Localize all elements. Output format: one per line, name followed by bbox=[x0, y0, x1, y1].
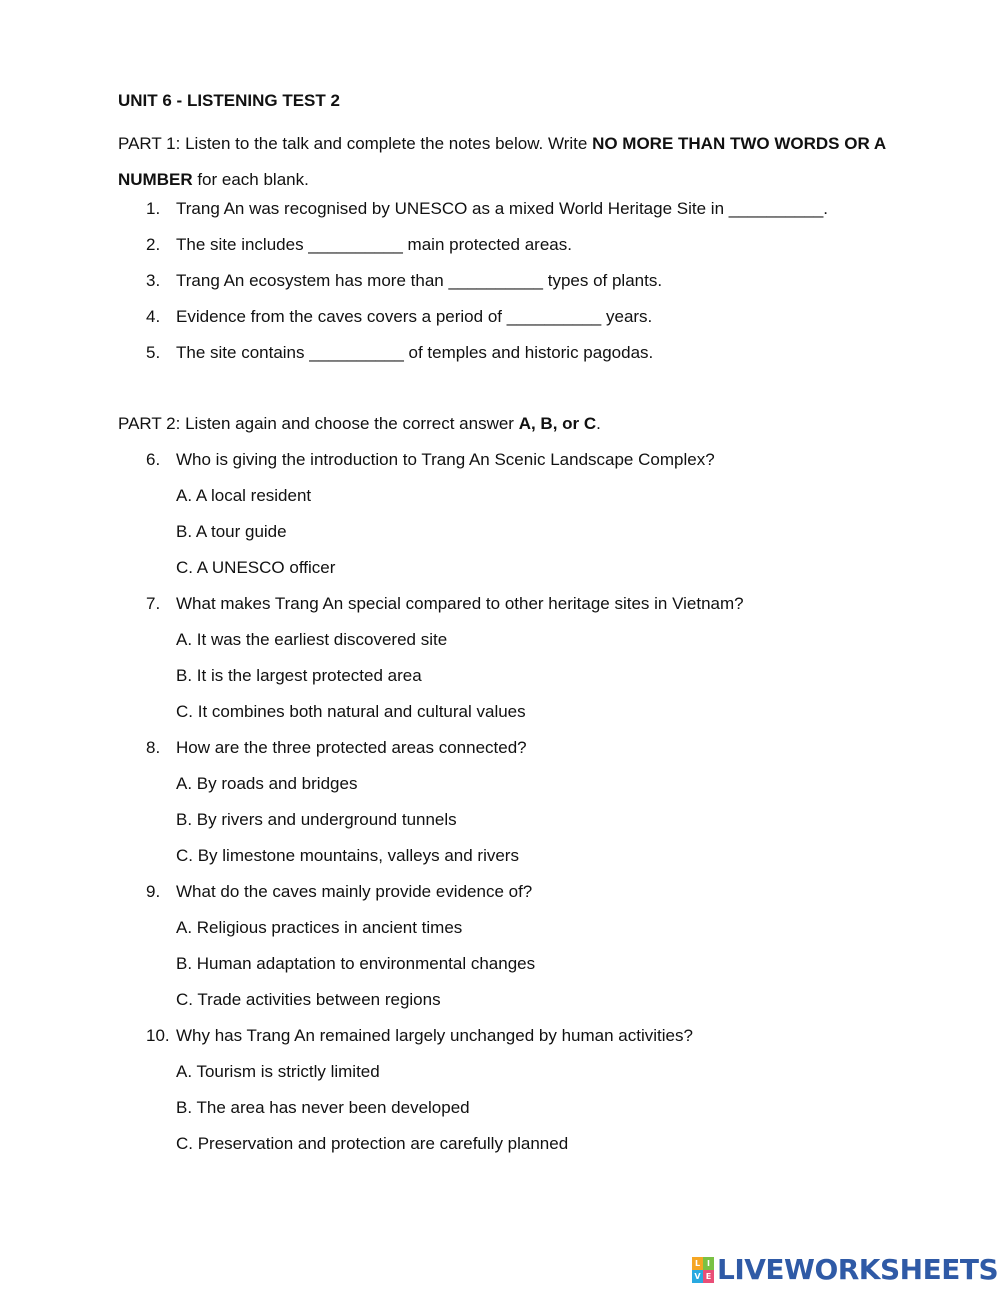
liveworksheets-logo-icon bbox=[692, 1257, 714, 1283]
part2-instructions bbox=[118, 413, 601, 435]
question-number: 2. bbox=[146, 235, 161, 254]
part2-question bbox=[146, 593, 966, 629]
question-number: 3. bbox=[146, 271, 161, 290]
answer-option-b: B. By rivers and underground tunnels bbox=[176, 810, 457, 829]
answer-option-a: A. By roads and bridges bbox=[176, 774, 358, 793]
question-number: 6. bbox=[146, 450, 161, 469]
question-number: 8. bbox=[146, 738, 161, 757]
question-text: The site includes __________ main protected areas. bbox=[176, 235, 572, 254]
part2-question bbox=[146, 1025, 966, 1061]
part2-question bbox=[146, 881, 966, 917]
question-number: 4. bbox=[146, 307, 161, 326]
question-text: How are the three protected areas connected? bbox=[176, 738, 527, 757]
part2-question-block bbox=[146, 881, 966, 1025]
liveworksheets-logo[interactable] bbox=[692, 1254, 998, 1286]
answer-option-c: C. Preservation and protection are carefully planned bbox=[176, 1134, 569, 1153]
answer-option-c: C. It combines both natural and cultural values bbox=[176, 702, 526, 721]
part2-question-block bbox=[146, 449, 966, 593]
answer-option-c: C. A UNESCO officer bbox=[176, 558, 336, 577]
question-text: The site contains __________ of temples and historic pagodas. bbox=[176, 343, 654, 362]
part1-question bbox=[146, 198, 946, 234]
part1-instruction-suffix: for each blank. bbox=[192, 170, 309, 189]
part2-question-list bbox=[146, 449, 966, 1169]
question-text: What do the caves mainly provide evidence of? bbox=[176, 882, 533, 901]
part2-instruction-bold: A, B, or C bbox=[518, 414, 597, 433]
part1-question bbox=[146, 342, 946, 378]
part1-question bbox=[146, 234, 946, 270]
answer-option-a: A. A local resident bbox=[176, 486, 312, 505]
part2-question bbox=[146, 449, 966, 485]
question-text: Evidence from the caves covers a period of __________ years. bbox=[176, 307, 653, 326]
part1-instructions bbox=[118, 126, 918, 198]
question-number: 9. bbox=[146, 882, 161, 901]
part1-question-list bbox=[146, 198, 946, 378]
part1-instruction-bold: NO MORE THAN TWO WORDS OR A NUMBER bbox=[118, 134, 886, 189]
part1-instruction-prefix: PART 1: Listen to the talk and complete the notes below. Write bbox=[118, 134, 593, 153]
answer-option-b: B. Human adaptation to environmental changes bbox=[176, 954, 536, 973]
logo-tile-icon: L bbox=[692, 1257, 703, 1270]
answer-option-b: B. The area has never been developed bbox=[176, 1098, 470, 1117]
part1-question bbox=[146, 306, 946, 342]
question-text: Trang An was recognised by UNESCO as a mixed World Heritage Site in __________. bbox=[176, 199, 829, 218]
question-number: 7. bbox=[146, 594, 161, 613]
part2-question bbox=[146, 737, 966, 773]
question-number: 1. bbox=[146, 199, 161, 218]
question-text: Trang An ecosystem has more than __________ types of plants. bbox=[176, 271, 663, 290]
answer-option-b: B. A tour guide bbox=[176, 522, 287, 541]
part2-question-block bbox=[146, 1025, 966, 1169]
logo-text: LIVEWORKSHEETS bbox=[717, 1253, 999, 1286]
question-number: 10. bbox=[146, 1026, 170, 1045]
page-title: UNIT 6 - LISTENING TEST 2 bbox=[118, 91, 340, 110]
part2-instruction-suffix: . bbox=[596, 414, 601, 433]
answer-option-a: A. Tourism is strictly limited bbox=[176, 1062, 380, 1081]
part2-instruction-prefix: PART 2: Listen again and choose the correct answer bbox=[118, 414, 519, 433]
logo-tile-icon: V bbox=[692, 1270, 703, 1283]
question-text: Why has Trang An remained largely unchanged by human activities? bbox=[176, 1026, 693, 1045]
part2-question-block bbox=[146, 593, 966, 737]
answer-option-a: A. It was the earliest discovered site bbox=[176, 630, 448, 649]
question-text: What makes Trang An special compared to other heritage sites in Vietnam? bbox=[176, 594, 744, 613]
part2-question-block bbox=[146, 737, 966, 881]
question-text: Who is giving the introduction to Trang An Scenic Landscape Complex? bbox=[176, 450, 715, 469]
question-number: 5. bbox=[146, 343, 161, 362]
logo-tile-icon: E bbox=[703, 1270, 714, 1283]
answer-option-c: C. Trade activities between regions bbox=[176, 990, 441, 1009]
answer-option-c: C. By limestone mountains, valleys and rivers bbox=[176, 846, 519, 865]
logo-tile-icon: I bbox=[703, 1257, 714, 1270]
answer-option-a: A. Religious practices in ancient times bbox=[176, 918, 463, 937]
answer-option-b: B. It is the largest protected area bbox=[176, 666, 422, 685]
part1-question bbox=[146, 270, 946, 306]
